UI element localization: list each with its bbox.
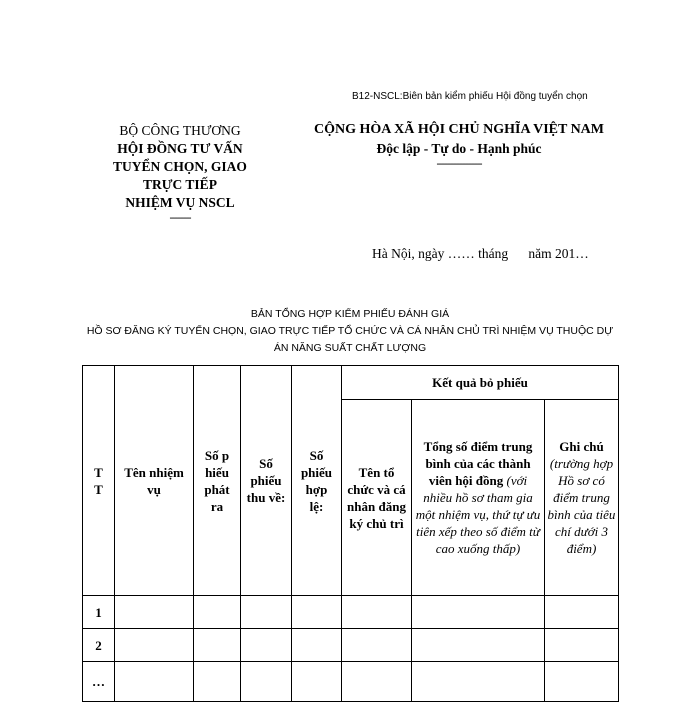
cell-score <box>412 629 545 662</box>
table-row <box>83 662 619 702</box>
cell-returned <box>241 662 292 702</box>
row-number: 2 <box>83 629 115 662</box>
table-row <box>83 596 619 629</box>
vote-summary-table <box>82 365 619 702</box>
cell-returned <box>241 596 292 629</box>
date-year: năm 201… <box>528 246 589 261</box>
cell-organization <box>342 662 412 702</box>
date-line <box>372 246 589 262</box>
header-votes-returned: Số phiếu thu về: <box>241 366 292 596</box>
row-number: … <box>83 662 115 702</box>
date-place: Hà Nội, ngày …… tháng <box>372 246 509 261</box>
header-note: Ghi chú (trường hợp Hồ sơ có điểm trung bình của tiêu chí dưới 3 điểm) <box>545 400 619 596</box>
header-organization: Tên tổ chức và cá nhân đăng ký chủ trì <box>342 400 412 596</box>
cell-returned <box>241 629 292 662</box>
form-reference-code: B12-NSCL:Biên bản kiểm phiếu Hội đồng tuyển chọn <box>352 91 588 102</box>
cell-note <box>545 662 619 702</box>
header-total-score: Tổng số điểm trung bình của các thành viên hội đồng (với nhiều hồ sơ tham gia một nhiệm vụ, thứ tự ưu tiên xếp theo số điểm từ cao xuống thấp) <box>412 400 545 596</box>
document-title-line-3: ÁN NĂNG SUẤT CHẤT LƯỢNG <box>273 342 427 354</box>
header-votes-valid: Số phiếu hợp lệ: <box>292 366 342 596</box>
cell-valid <box>292 629 342 662</box>
council-name-line-2: TUYỂN CHỌN, GIAO <box>113 159 247 174</box>
cell-task-name <box>115 596 194 629</box>
document-title-line-1: BẢN TỔNG HỢP KIỂM PHIẾU ĐÁNH GIÁ <box>250 308 450 320</box>
council-name-line-1: HỘI ĐỒNG TƯ VẤN <box>117 141 243 156</box>
council-name-line-3: TRỰC TIẾP <box>143 177 217 192</box>
national-header <box>290 120 628 168</box>
left-header-divider: ------- <box>169 210 191 224</box>
country-name: CỘNG HÒA XÃ HỘI CHỦ NGHĨA VIỆT NAM <box>313 122 604 137</box>
national-motto: Độc lập - Tự do - Hạnh phúc <box>376 141 542 156</box>
council-name-line-4: NHIỆM VỤ NSCL <box>125 195 235 210</box>
document-title <box>80 306 620 357</box>
header-note-detail: (trường hợp Hồ sơ có điểm trung bình của tiêu chí dưới 3 điểm) <box>547 456 616 556</box>
header-vote-result: Kết quả bỏ phiếu <box>342 366 619 400</box>
cell-issued <box>194 629 241 662</box>
ministry-name: BỘ CÔNG THƯƠNG <box>119 123 241 138</box>
issuing-authority-header <box>100 122 260 222</box>
cell-organization <box>342 596 412 629</box>
row-number: 1 <box>83 596 115 629</box>
header-task-name: Tên nhiệm vụ <box>115 366 194 596</box>
header-total-score-note: (với nhiều hồ sơ tham gia một nhiệm vụ, thứ tự ưu tiên xếp theo số điểm từ cao xuống thấp) <box>415 473 541 556</box>
cell-task-name <box>115 662 194 702</box>
cell-organization <box>342 629 412 662</box>
cell-valid <box>292 662 342 702</box>
cell-valid <box>292 596 342 629</box>
table-row <box>83 629 619 662</box>
right-header-divider: --------------- <box>436 156 482 170</box>
cell-score <box>412 596 545 629</box>
cell-score <box>412 662 545 702</box>
cell-note <box>545 629 619 662</box>
cell-issued <box>194 596 241 629</box>
cell-task-name <box>115 629 194 662</box>
cell-note <box>545 596 619 629</box>
cell-issued <box>194 662 241 702</box>
document-title-line-2: HỒ SƠ ĐĂNG KÝ TUYỂN CHỌN, GIAO TRỰC TIẾP TỔ CHỨC VÀ CÁ NHÂN CHỦ TRÌ NHIỆM VỤ THUỘC DỰ <box>86 325 614 337</box>
header-tt: TT <box>83 366 115 596</box>
header-votes-issued: Số phiếu phát ra <box>194 366 241 596</box>
